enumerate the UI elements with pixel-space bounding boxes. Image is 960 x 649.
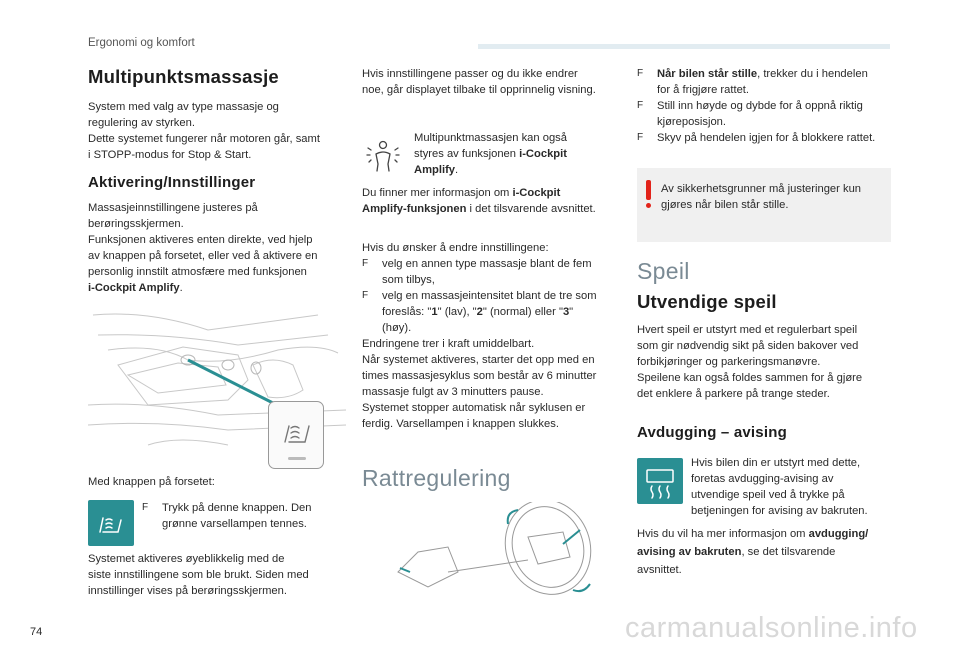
- seat-massage-button-illustration: [268, 401, 324, 469]
- mirrors-text: Hvert speil er utstyrt med et regulerbart speil som gir nødvendig sikt på siden bakover ved forbikjøringer og parkeringsmanøvre. Speilene kan også foldes sammen for å gjøre det enklere å parkere på trange steder.: [637, 324, 863, 400]
- settings-return-text: Hvis innstillingene passer og du ikke endrer noe, går displayet tilbake til opprinnelig visning.: [362, 68, 596, 96]
- warning-exclamation-icon: [645, 180, 653, 208]
- mirrors-section-title: Speil: [637, 258, 690, 284]
- seat-massage-icon: [88, 500, 134, 546]
- steering-steps: F Når bilen står stille, trekker du i hendelen for å frigjøre rattet. F Still inn høyde og dybde for å oppnå riktig kjøreposisjon. F Skyv på hendelen igjen for å blokkere rattet.: [637, 68, 876, 144]
- press-button-step: F Trykk på denne knappen. Den grønne varsellampen tennes.: [142, 502, 312, 530]
- page-number: 74: [30, 626, 43, 638]
- seat-massage-button[interactable]: [88, 500, 134, 546]
- amplify-note: Multipunktmassasjen kan også styres av funksjonen i-Cockpit Amplify.: [414, 132, 567, 176]
- massage-intro: System med valg av type massasje og regulering av styrken. Dette systemet fungerer når motoren går, samt i STOPP-modus for Stop & Start.: [88, 101, 320, 161]
- header-title: Ergonomi og komfort: [88, 37, 195, 49]
- change-settings-text: Hvis du ønsker å endre innstillingene: F velg en annen type massasje blant de fem som tilbys, F velg en massasjeintensitet blant de tre som foreslås: "1" (lav), "2" (normal) eller "3" (høy). Endringene trer i kraft umiddelbart. Når systemet aktiveres, starter det opp med en times massasjesyklus som består av 6 minutter massasje fulgt av 3 minutters pause. Systemet stopper automatisk når syklusen er ferdig. Varsellampen i knappen slukkes.: [362, 242, 597, 430]
- defrost-title: Avdugging – avising: [637, 424, 787, 441]
- bullet-arrow-icon: F: [362, 258, 369, 269]
- rear-defrost-icon: [637, 458, 683, 504]
- steering-section-title: Rattregulering: [362, 465, 511, 491]
- seat-button-caption: Med knappen på forsetet:: [88, 476, 215, 488]
- bullet-arrow-icon: F: [637, 132, 644, 143]
- defrost-text: Hvis bilen din er utstyrt med dette, foretas avdugging-avising av utvendige speil ved å trykke på betjeningen for avising av bakruten.: [691, 457, 868, 517]
- system-activated-text: Systemet aktiveres øyeblikkelig med de siste innstillingene som ble brukt. Siden med innstillinger vises på berøringsskjermen.: [88, 553, 309, 597]
- activation-text: Massasjeinnstillingene justeres på berøringsskjermen. Funksjonen aktiveres enten direkte, ved hjelp av knappen på forsetet, eller ved å aktivere en personlig innstilt atmosfære med funksjonen i-Cockpit Amplify.: [88, 202, 318, 294]
- activation-title: Aktivering/Innstillinger: [88, 174, 256, 191]
- bullet-arrow-icon: F: [637, 100, 644, 111]
- i-cockpit-amplify-icon: [364, 136, 402, 174]
- more-info-text: Du finner mer informasjon om i-Cockpit Amplify-funksjonen i det tilsvarende avsnittet.: [362, 187, 596, 215]
- steering-wheel-illustration: [388, 502, 608, 602]
- bullet-arrow-icon: F: [142, 502, 149, 513]
- bullet-arrow-icon: F: [362, 290, 369, 301]
- header-bar: [478, 44, 890, 49]
- defrost-more-info: Hvis du vil ha mer informasjon om avdugging/ avising av bakruten, se det tilsvarende avsnittet.: [637, 528, 869, 576]
- exterior-mirrors-title: Utvendige speil: [637, 291, 777, 312]
- safety-warning-box: Av sikkerhetsgrunner må justeringer kun gjøres når bilen står stille.: [637, 168, 891, 242]
- rear-defrost-button[interactable]: [637, 458, 683, 504]
- watermark: carmanualsonline.info: [625, 612, 918, 644]
- massage-title: Multipunktsmassasje: [88, 66, 279, 87]
- bullet-arrow-icon: F: [637, 68, 644, 79]
